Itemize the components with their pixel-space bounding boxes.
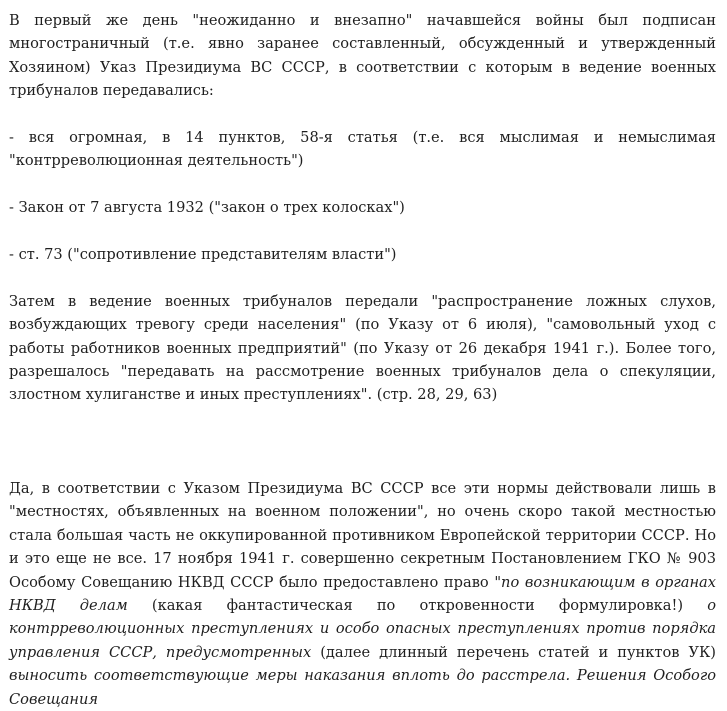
blank-line	[9, 430, 716, 453]
italic-text-run: выносить соответствующие меры наказания вплоть до расстрела. Решения Особого Совещания	[9, 667, 716, 708]
list-item-article-58: - вся огромная, в 14 пунктов, 58-я статья (т.е. вся мыслимая и немыслимая "контрреволюционная деятельность")	[9, 129, 716, 170]
paragraph-tribunals-extension: Затем в ведение военных трибуналов передали "распространение ложных слухов, возбуждающих тревогу среди населения" (по Указу от 6 июля), "самовольный уход с работы работников военных предприятий" (по Указу от 26 декабря 1941 г.). Более того, разрешалось "передавать на рассмотрение военных трибуналов дела о спекуляции, злостном хулиганстве и иных преступлениях". (стр. 28, 29, 63)	[9, 292, 716, 404]
text-run: (далее длинный перечень статей и пунктов УК)	[311, 643, 716, 661]
paragraph-decree-intro: В первый же день "неожиданно и внезапно" начавшейся войны был подписан многостраничный (т.е. явно заранее составленный, обсужденный и утвержденный Хозяином) Указ Президиума ВС СССР, в соответствии с которым в ведение военных трибуналов передавались:	[9, 12, 716, 100]
paragraph-special-meeting	[9, 477, 716, 711]
list-item-law-1932: - Закон от 7 августа 1932 ("закон о трех колосках")	[9, 199, 405, 217]
italic-text-run: о контрреволюционных преступлениях и особо опасных преступлениях против порядка управления СССР, предусмотренных	[9, 597, 716, 661]
italic-text-run: "по возникающим в органах НКВД делам	[9, 573, 716, 615]
text-run: (какая фантастическая по откровенности формулировка!)	[127, 597, 708, 615]
document-body	[9, 9, 716, 711]
list-item-article-73: - ст. 73 ("сопротивление представителям власти")	[9, 246, 397, 264]
text-run: Да, в соответствии с Указом Президиума ВС СССР все эти нормы действовали лишь в "местностях, объявленных на военном положении", но очень скоро такой местностью стала большая часть не оккупированной противником Европейской территории СССР. Но и это еще не все. 17 ноября 1941 г. совершенно секретным Постановлением ГКО № 903 Особому Совещанию НКВД СССР было предоставлено право	[9, 480, 716, 591]
